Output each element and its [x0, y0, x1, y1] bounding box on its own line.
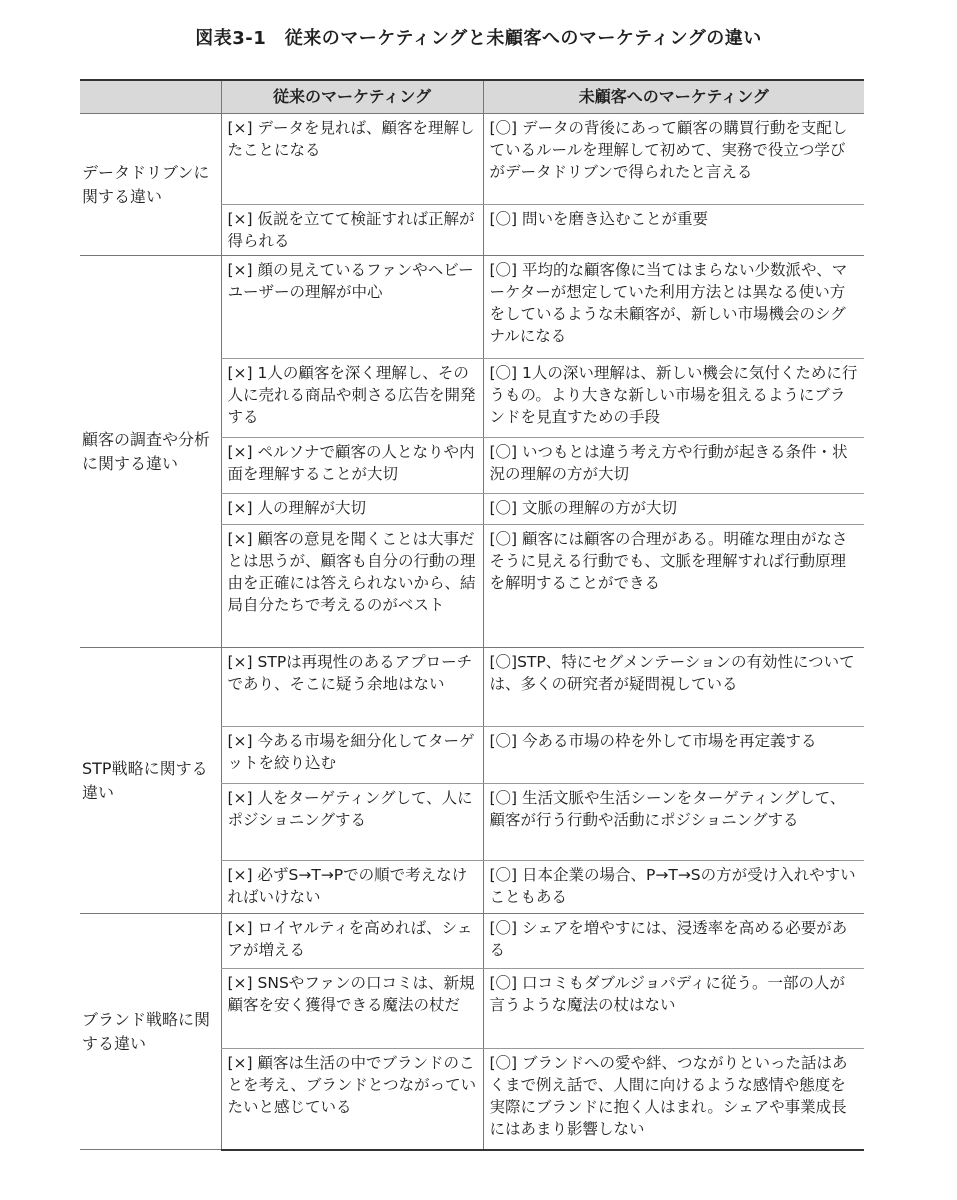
header-traditional-marketing: 従来のマーケティング	[221, 80, 483, 114]
non-customer-cell: [〇] シェアを増やすには、浸透率を高める必要がある	[483, 914, 864, 969]
non-customer-cell: [〇] 1人の深い理解は、新しい機会に気付くために行うもの。より大きな新しい市場を狙えるようにブランドを見直すための手段	[483, 359, 864, 438]
non-customer-cell: [〇] 文脈の理解の方が大切	[483, 494, 864, 525]
non-customer-cell: [〇] 口コミもダブルジョパディに従う。一部の人が言うような魔法の杖はない	[483, 969, 864, 1049]
traditional-cell: [×] 今ある市場を細分化してターゲットを絞り込む	[221, 727, 483, 784]
non-customer-cell: [〇] いつもとは違う考え方や行動が起きる条件・状況の理解の方が大切	[483, 438, 864, 494]
non-customer-cell: [〇] 生活文脈や生活シーンをターゲティングして、顧客が行う行動や活動にポジショニングする	[483, 784, 864, 861]
non-customer-cell: [〇] 日本企業の場合、P→T→Sの方が受け入れやすいこともある	[483, 861, 864, 914]
traditional-cell: [×] 人の理解が大切	[221, 494, 483, 525]
traditional-cell: [×] ロイヤルティを高めれば、シェアが増える	[221, 914, 483, 969]
table-row	[80, 114, 864, 205]
traditional-cell: [×] 必ずS→T→Pでの順で考えなければいけない	[221, 861, 483, 914]
non-customer-cell: [〇] データの背後にあって顧客の購買行動を支配しているルールを理解して初めて、実務で役立つ学びがデータドリブンで得られたと言える	[483, 114, 864, 205]
traditional-cell: [×] 顧客の意見を聞くことは大事だとは思うが、顧客も自分の行動の理由を正確には答えられないから、結局自分たちで考えるのがベスト	[221, 525, 483, 648]
category-data-driven: データドリブンに関する違い	[80, 114, 221, 256]
traditional-cell: [×] 仮説を立てて検証すれば正解が得られる	[221, 205, 483, 256]
table-row	[80, 256, 864, 359]
category-stp-strategy: STP戦略に関する違い	[80, 648, 221, 914]
header-non-customer-marketing: 未顧客へのマーケティング	[483, 80, 864, 114]
header-row	[80, 80, 864, 114]
table-row	[80, 648, 864, 727]
header-category	[80, 80, 221, 114]
non-customer-cell: [〇]STP、特にセグメンテーションの有効性については、多くの研究者が疑問視している	[483, 648, 864, 727]
figure-title: 図表3-1 従来のマーケティングと未顧客へのマーケティングの違い	[195, 28, 762, 49]
traditional-cell: [×] SNSやファンの口コミは、新規顧客を安く獲得できる魔法の杖だ	[221, 969, 483, 1049]
traditional-cell: [×] ペルソナで顧客の人となりや内面を理解することが大切	[221, 438, 483, 494]
comparison-table	[80, 79, 864, 1151]
non-customer-cell: [〇] 平均的な顧客像に当てはまらない少数派や、マーケターが想定していた利用方法とは異なる使い方をしているような未顧客が、新しい市場機会のシグナルになる	[483, 256, 864, 359]
traditional-cell: [×] STPは再現性のあるアプローチであり、そこに疑う余地はない	[221, 648, 483, 727]
non-customer-cell: [〇] ブランドへの愛や絆、つながりといった話はあくまで例え話で、人間に向けるような感情や態度を実際にブランドに抱く人はまれ。シェアや事業成長にはあまり影響しない	[483, 1049, 864, 1150]
non-customer-cell: [〇] 顧客には顧客の合理がある。明確な理由がなさそうに見える行動でも、文脈を理解すれば行動原理を解明することができる	[483, 525, 864, 648]
category-research-analysis: 顧客の調査や分析に関する違い	[80, 256, 221, 648]
category-brand-strategy: ブランド戦略に関する違い	[80, 914, 221, 1150]
traditional-cell: [×] データを見れば、顧客を理解したことになる	[221, 114, 483, 205]
non-customer-cell: [〇] 今ある市場の枠を外して市場を再定義する	[483, 727, 864, 784]
table-row	[80, 914, 864, 969]
traditional-cell: [×] 顧客は生活の中でブランドのことを考え、ブランドとつながっていたいと感じている	[221, 1049, 483, 1150]
traditional-cell: [×] 1人の顧客を深く理解し、その人に売れる商品や刺さる広告を開発する	[221, 359, 483, 438]
non-customer-cell: [〇] 問いを磨き込むことが重要	[483, 205, 864, 256]
traditional-cell: [×] 人をターゲティングして、人にポジショニングする	[221, 784, 483, 861]
traditional-cell: [×] 顔の見えているファンやヘビーユーザーの理解が中心	[221, 256, 483, 359]
